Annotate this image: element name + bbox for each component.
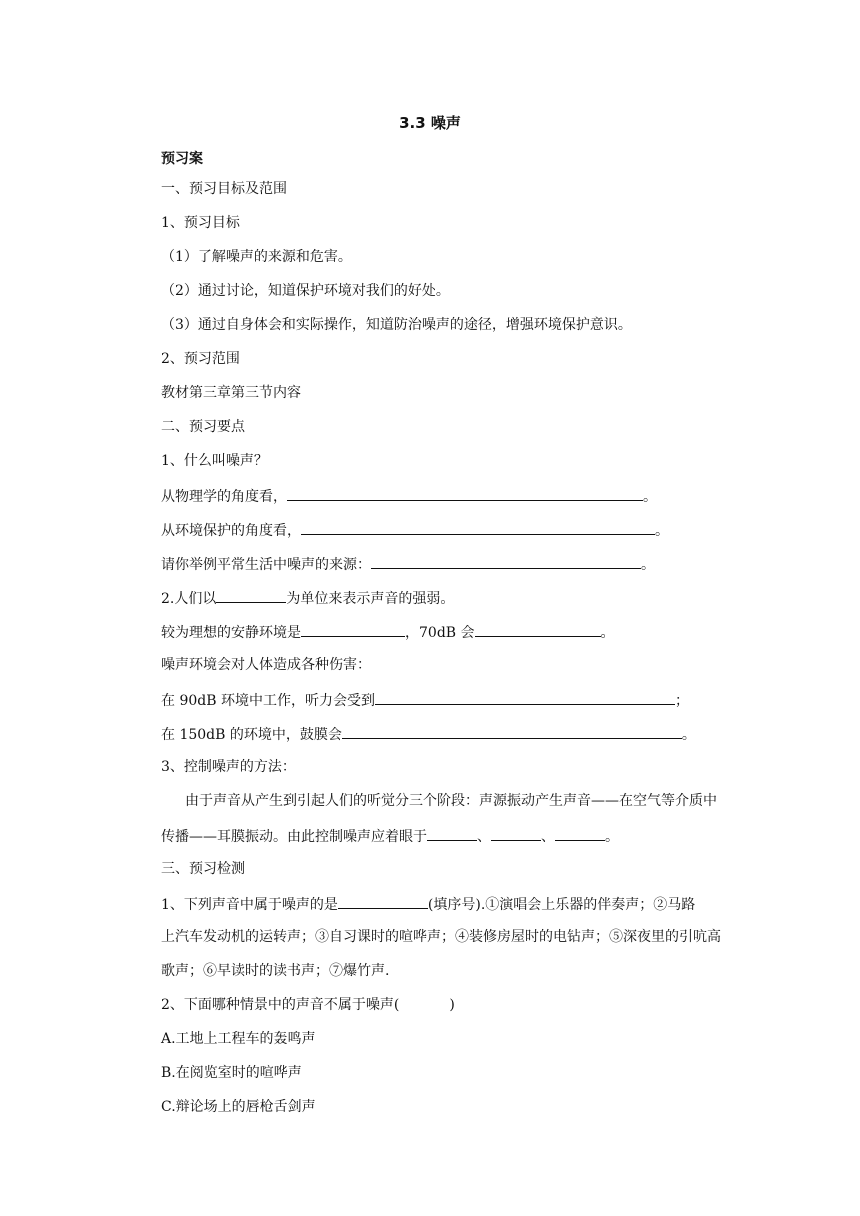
- noise-control-para-line2: [161, 826, 619, 846]
- option-a: A.工地上工程车的轰鸣声: [161, 1031, 316, 1047]
- separator: 、: [477, 829, 491, 845]
- fill-line-quiet-env: [161, 622, 615, 642]
- fill-prefix: 传播——耳膜振动。由此控制噪声应着眼于: [161, 829, 427, 845]
- heading-noise-control: 3、控制噪声的方法：: [161, 759, 296, 775]
- fill-suffix: 。: [643, 489, 657, 505]
- answer-blank[interactable]: [301, 520, 655, 535]
- answer-blank[interactable]: [555, 826, 605, 841]
- fill-prefix: 1、下列声音中属于噪声的是: [161, 897, 338, 913]
- test1-line3: 歌声；⑥早读时的读书声；⑦爆竹声.: [161, 963, 390, 979]
- heading-key-points: 二、预习要点: [161, 419, 245, 435]
- fill-suffix: 。: [641, 557, 655, 573]
- heading-goals: 1、预习目标: [161, 215, 240, 231]
- fill-suffix: (填序号).①演唱会上乐器的伴奏声；②马路: [427, 897, 696, 913]
- fill-line-150db: [161, 724, 696, 744]
- heading-scope: 2、预习范围: [161, 351, 240, 367]
- goal-item-3: （3）通过自身体会和实际操作，知道防治噪声的途径，增强环境保护意识。: [161, 317, 632, 333]
- fill-line-environment: [161, 520, 669, 540]
- answer-blank[interactable]: [475, 622, 601, 637]
- fill-suffix: 。: [681, 727, 696, 743]
- answer-blank[interactable]: [491, 826, 541, 841]
- fill-prefix: 请你举例平常生活中噪声的来源：: [161, 557, 371, 573]
- fill-line-noise-sources: [161, 554, 655, 574]
- answer-blank[interactable]: [427, 826, 477, 841]
- answer-blank[interactable]: [371, 554, 641, 569]
- test2-question: [161, 996, 455, 1014]
- answer-blank[interactable]: [301, 622, 405, 637]
- option-b: B.在阅览室时的喧哗声: [161, 1065, 302, 1081]
- fill-prefix: 从物理学的角度看，: [161, 489, 287, 505]
- separator: 、: [541, 829, 555, 845]
- option-c: C.辩论场上的唇枪舌剑声: [161, 1099, 316, 1115]
- answer-blank[interactable]: [375, 690, 675, 705]
- fill-prefix: 在 150dB 的环境中，鼓膜会: [161, 727, 342, 743]
- fill-suffix: 。: [600, 625, 615, 641]
- test1-line1: [161, 894, 695, 914]
- fill-mid: ，70dB 会: [405, 625, 475, 641]
- fill-line-90db: [161, 690, 689, 710]
- fill-prefix: 在 90dB 环境中工作，听力会受到: [161, 693, 375, 709]
- answer-blank[interactable]: [287, 486, 643, 501]
- fill-suffix: 。: [655, 523, 669, 539]
- fill-prefix: 从环境保护的角度看，: [161, 523, 301, 539]
- fill-line-unit: [161, 588, 454, 608]
- noise-harm-intro: 噪声环境会对人体造成各种伤害：: [161, 657, 371, 673]
- goal-item-2: （2）通过讨论，知道保护环境对我们的好处。: [161, 283, 450, 299]
- section-heading-preview: 预习案: [161, 151, 203, 167]
- question-text: 2、下面哪种情景中的声音不属于噪声(: [161, 997, 400, 1013]
- fill-line-physics: [161, 486, 657, 506]
- question-what-is-noise: 1、什么叫噪声？: [161, 453, 268, 469]
- noise-control-para-line1: 由于声音从产生到引起人们的听觉分三个阶段：声源振动产生声音——在空气等介质中: [185, 793, 717, 809]
- page-title: 3.3 噪声: [399, 114, 461, 132]
- answer-blank[interactable]: [342, 724, 682, 739]
- fill-suffix: ；: [674, 693, 689, 709]
- fill-suffix: 。: [605, 829, 619, 845]
- test1-line2: 上汽车发动机的运转声；③自习课时的喧哗声；④装修房屋时的电钻声；⑤深夜里的引吭高: [161, 929, 721, 945]
- answer-blank[interactable]: [216, 588, 286, 603]
- question-end: ): [449, 997, 455, 1013]
- fill-suffix: 为单位来表示声音的强弱。: [286, 591, 455, 607]
- scope-text: 教材第三章第三节内容: [161, 385, 301, 401]
- fill-prefix: 较为理想的安静环境是: [161, 625, 301, 641]
- heading-goals-scope: 一、预习目标及范围: [161, 181, 287, 197]
- answer-blank[interactable]: [338, 894, 428, 909]
- heading-preview-check: 三、预习检测: [161, 861, 245, 877]
- goal-item-1: （1）了解噪声的来源和危害。: [161, 249, 352, 265]
- fill-prefix: 2.人们以: [161, 591, 217, 607]
